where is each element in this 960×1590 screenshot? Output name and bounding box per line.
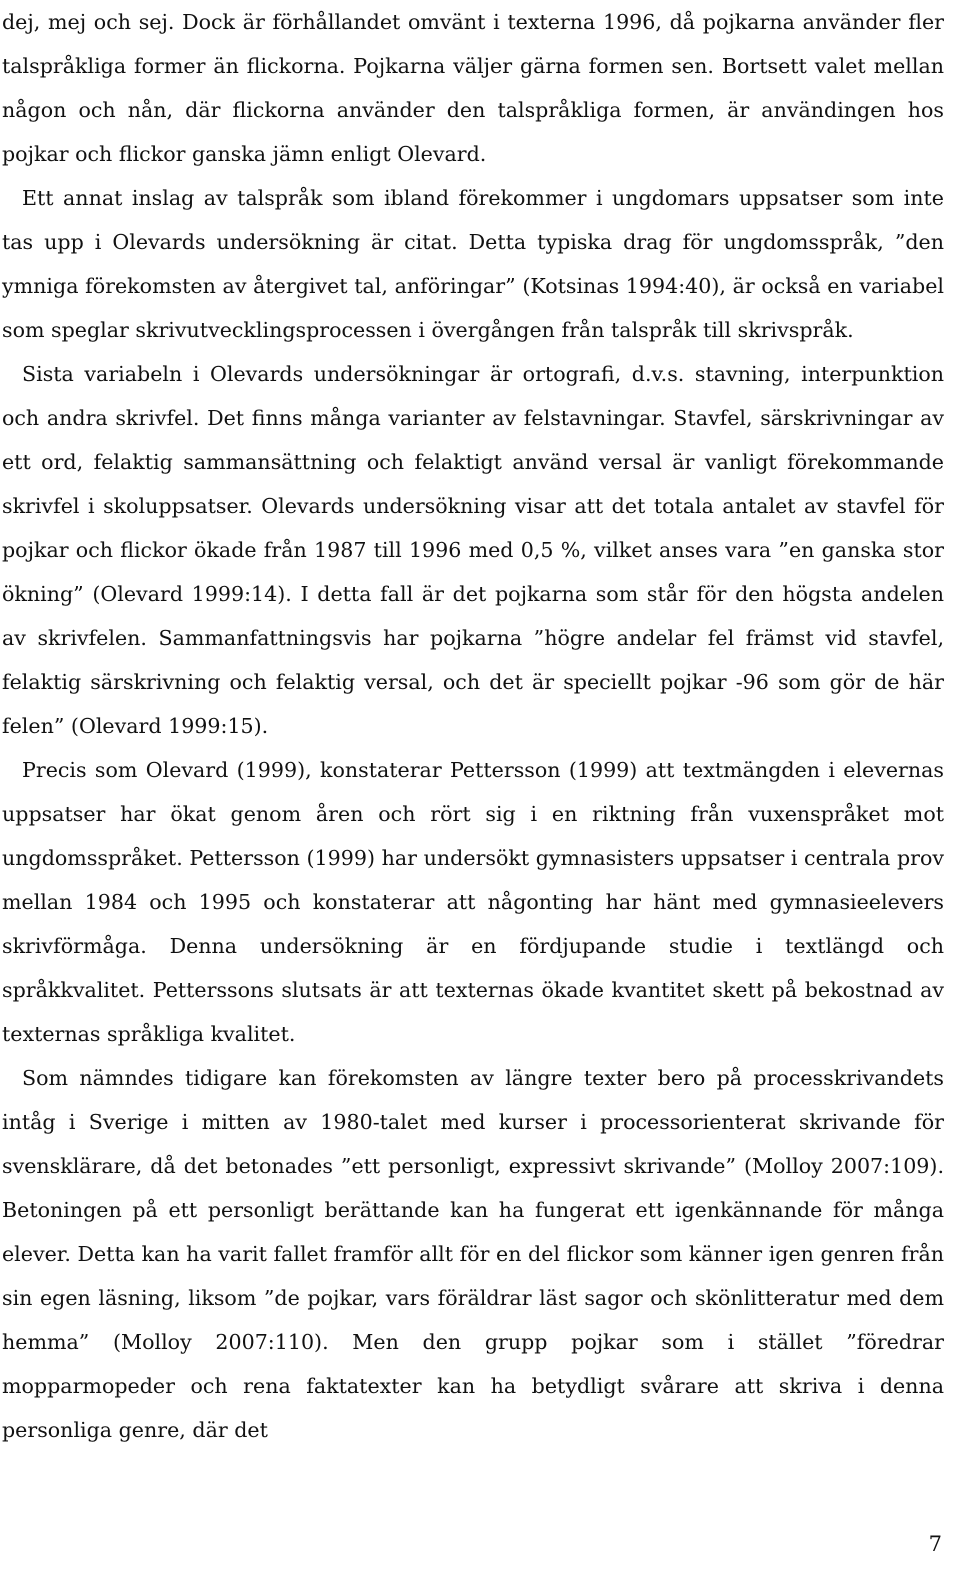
paragraph-orthography: Sista variabeln i Olevards undersökningar är ortografi, d.v.s. stavning, interpunktion och andra skrivfel. Det finns många varianter av felstavningar. Stavfel, särskrivningar av ett ord, felaktig sammansättning och felaktigt använd versal är vanligt förekommande skrivfel i skoluppsatser. Olevards undersökning visar att det totala antalet av stavfel för pojkar och flickor ökade från 1987 till 1996 med 0,5 %, vilket anses vara ”en ganska stor ökning” (Olevard 1999:14). I detta fall är det pojkarna som står för den högsta andelen av skrivfelen. Sammanfattningsvis har pojkarna ”högre andelar fel främst vid stavfel, felaktig särskrivning och felaktig versal, och det är speciellt pojkar -96 som gör de här felen” (Olevard 1999:15).	[2, 362, 944, 738]
paragraph-process-writing: Som nämndes tidigare kan förekomsten av längre texter bero på processkrivandets intåg i Sverige i mitten av 1980-talet med kurser i processorienterat skrivande för svensklärare, då det betonades ”ett personligt, expressivt skrivande” (Molloy 2007:109). Betoningen på ett personligt berättande kan ha fungerat ett igenkännande för många elever. Detta kan ha varit fallet framför allt för en del flickor som känner igen genren från sin egen läsning, liksom ”de pojkar, vars föräldrar läst sagor och skönlitteratur med dem hemma” (Molloy 2007:110). Men den grupp pojkar som i stället ”föredrar mopparmopeder och rena faktatexter kan ha betydligt svårare att skriva i denna personliga genre, där det	[2, 1066, 944, 1442]
paragraph-continuation: dej, mej och sej. Dock är förhållandet omvänt i texterna 1996, då pojkarna använder fler talspråkliga former än flickorna. Pojkarna väljer gärna formen sen. Bortsett valet mellan någon och nån, där flickorna använder den talspråkliga formen, är användingen hos pojkar och flickor ganska jämn enligt Olevard.	[2, 10, 944, 166]
page-number: 7	[928, 1532, 942, 1556]
paragraph-pettersson: Precis som Olevard (1999), konstaterar Pettersson (1999) att textmängden i elevernas uppsatser har ökat genom åren och rört sig i en riktning från vuxenspråket mot ungdomsspråket. Pettersson (1999) har undersökt gymnasisters uppsatser i centrala prov mellan 1984 och 1995 och konstaterar att någonting har hänt med gymnasieelevers skrivförmåga. Denna undersökning är en fördjupande studie i textlängd och språkkvalitet. Petterssons slutsats är att texternas ökade kvantitet skett på bekostnad av texternas språkliga kvalitet.	[2, 758, 944, 1046]
document-page	[2, 0, 944, 1590]
body-text	[2, 0, 944, 1452]
paragraph-citations: Ett annat inslag av talspråk som ibland förekommer i ungdomars uppsatser som inte tas upp i Olevards undersökning är citat. Detta typiska drag för ungdomsspråk, ”den ymniga förekomsten av återgivet tal, anföringar” (Kotsinas 1994:40), är också en variabel som speglar skrivutvecklingsprocessen i övergången från talspråk till skrivspråk.	[2, 186, 944, 342]
